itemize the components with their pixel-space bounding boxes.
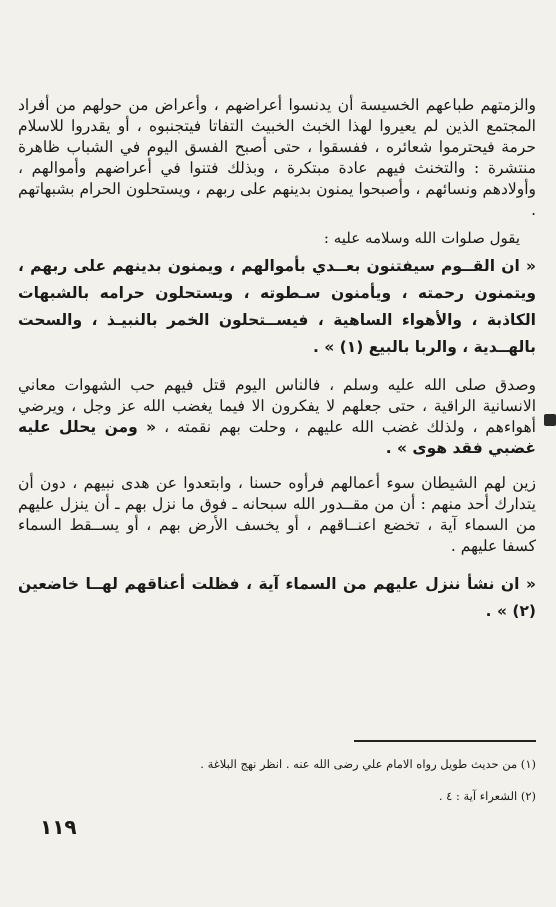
- commentary-text: وصدق صلى الله عليه وسلم ، فالناس اليوم قتل فيهم حب الشهوات معاني الانسانية الراقية ، حتى جعلهم لا يفكرون الا فيما يغضب الله عز وجل ، ويرضي أهواءهم ، ولذلك غضب الله عليهم ، وحلت بهم نقمته ،: [18, 376, 536, 436]
- footnote-2: (٢) الشعراء آية : ٤ .: [438, 789, 536, 803]
- page-body: [18, 95, 536, 625]
- commentary-quote: « ومن يحلل عليه غضبي فقد هوى » .: [18, 418, 536, 457]
- footnote-1: (١) من حديث طويل رواه الامام علي رضى الله عنه . انظر نهج البلاغة .: [200, 757, 536, 771]
- edge-mark: [544, 414, 556, 426]
- quran-verse: « ان نشأ ننزل عليهم من السماء آية ، فظلت أعناقهم لهــا خاضعين (٢) » .: [18, 575, 536, 620]
- page-number: ١١٩: [40, 815, 77, 839]
- hadith-intro: يقول صلوات الله وسلامه عليه :: [323, 229, 520, 247]
- paragraph-satan: زين لهم الشيطان سوء أعمالهم فرأوه حسنا ، وابتعدوا عن هدى نبيهم ، دون أن يتدارك أحد منهم : أن من مقــدور الله سبحانه ـ فوق ما نزل بهم ـ أن ينزل عليهم من السماء آية ، تخضع اعنــاقهم ، أو يخسف الأرض بهم ، أو يســقط السماء كسفا عليهم .: [18, 474, 536, 555]
- paragraph-commentary: [18, 375, 536, 459]
- paragraph-opening: والزمتهم طباعهم الخسيسة أن يدنسوا أعراضهم ، وأعراض من حولهم من أفراد المجتمع الذين لم يعيروا لهذا الخبث الخبيث التفاتا فيتجنبوه ، أو يقدروا للاسلام حرمة فيحترموا شعائره ، ففسقوا ، حتى أصبح الفسق اليوم في الشباب ظاهرة منتشرة : والتخنث فيهم عادة مبتكرة ، وبذلك فتنوا في أعراضهم وأموالهم ، وأولادهم ونسائهم ، وأصبحوا يمنون بدينهم على ربهم ، ويستحلون الحرام بشبهاتهم .: [18, 96, 536, 219]
- footnote-divider: [354, 740, 536, 742]
- footnotes: [20, 755, 536, 819]
- hadith-quote: « ان القــوم سيفتنون بعــدي بأموالهم ، ويمنون بدينهم على ربهم ، ويتمنون رحمته ، ويأمنون سـطوته ، ويستحلون حرامه بالشبهات الكاذبة ، والأهواء الساهية ، فيســتحلون الخمر بالنبيـذ ، والسحت بالهــدية ، والربا بالبيع (١) » .: [18, 257, 536, 356]
